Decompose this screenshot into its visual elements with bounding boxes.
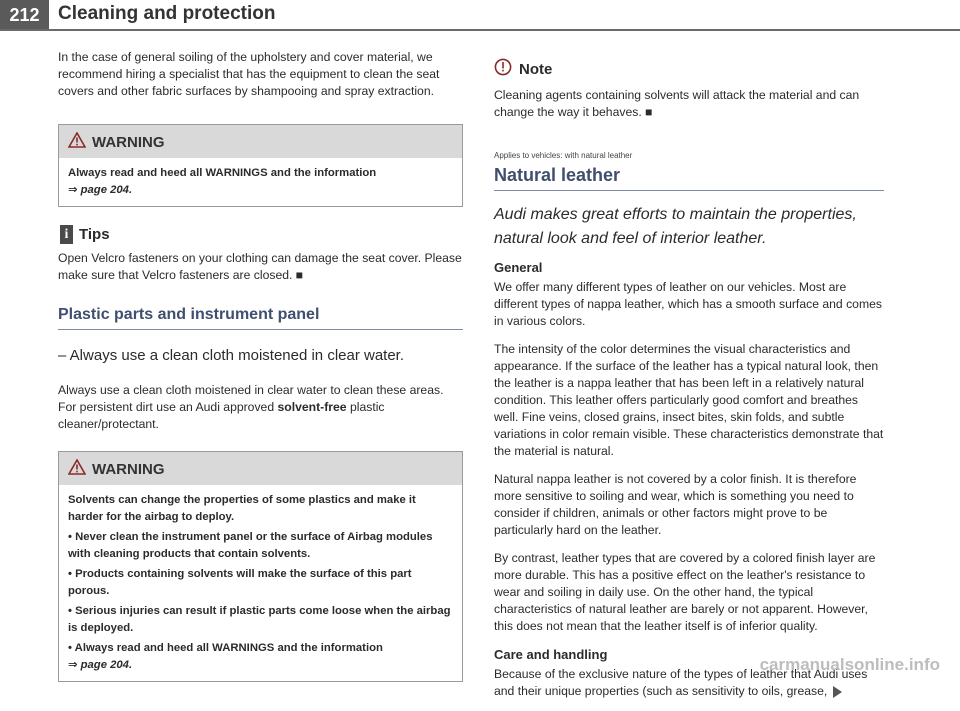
applies-to-label: Applies to vehicles: with natural leather [494,151,633,160]
warning-triangle-icon [68,459,86,479]
warning-box-1 [58,124,463,207]
tips-header [58,225,463,244]
warning-triangle-icon [68,132,86,152]
warning-intro: Solvents can change the properties of some plastics and make it harder for the airbag to deploy. [68,494,416,523]
plastic-paragraph [58,382,463,433]
plastic-paragraph-pre: Always use a clean cloth moistened in clear water to clean these areas. For persistent dirt use an Audi approved [58,383,444,414]
warning-header [59,452,462,485]
warning-box-2 [58,451,463,682]
warning-bullet: • Products containing solvents will make the surface of this part porous. [68,568,412,597]
left-column [58,49,463,700]
warning-text: Always read and heed all WARNINGS and the information [68,167,377,179]
warning-bullet: • Serious injuries can result if plastic parts come loose when the airbag is deployed. [68,605,451,634]
page-number: 212 [0,0,49,30]
page-title: Cleaning and protection [58,3,276,24]
continue-arrow-icon [833,686,842,698]
leather-intro: Audi makes great efforts to maintain the properties, natural look and feel of interior leather. [494,206,857,247]
header-rule [0,29,960,31]
note-title: Note [519,60,553,78]
solvent-free-emphasis: solvent-free [277,400,347,414]
right-column [494,58,884,711]
warning-body [59,485,462,681]
subheading-general: General [494,260,543,275]
warning-header [59,125,462,158]
leather-paragraph: We offer many different types of leather on our vehicles. Most are different types of nappa leather, which has a smooth surface and comes in various colors. [494,280,882,328]
watermark: carmanualsonline.info [759,655,940,674]
leather-paragraph: The intensity of the color determines the visual characteristics and appearance. If the surface of the leather has a typical natural look, then the leather is a nappa leather that has been left in a relatively natural condition. This leather offers particularly good comfort and breathes well. Fine veins, closed grains, insect bites, skin folds, and subtle variations in color remain visible. These characteristics demonstrate that the material is natural. [494,342,884,458]
section-heading-plastic: Plastic parts and instrument panel [58,306,463,330]
page-reference-link[interactable]: ⇒ page 204. [68,659,133,671]
info-icon: i [60,225,73,244]
instruction-step: – Always use a clean cloth moistened in clear water. [58,347,405,364]
note-text: Cleaning agents containing solvents will attack the material and can change the way it behaves. ■ [494,88,860,119]
subheading-care: Care and handling [494,647,608,662]
plastic-paragraph-post: plastic cleaner/protectant. [58,400,385,431]
warning-body [59,158,462,206]
section-heading-leather: Natural leather [494,167,884,191]
page-reference-link[interactable]: ⇒ page 204. [68,184,133,196]
note-circle-icon [494,58,512,80]
tips-title: Tips [79,226,110,243]
tips-text: Open Velcro fasteners on your clothing can damage the seat cover. Please make sure that Velcro fasteners are closed. ■ [58,251,462,282]
warning-title: WARNING [92,133,165,151]
intro-paragraph: In the case of general soiling of the upholstery and cover material, we recommend hiring a specialist that has the equipment to clean the seat covers and other fabric surfaces by shampooing and spray extraction. [58,50,440,98]
note-header [494,58,884,80]
warning-title: WARNING [92,460,165,478]
care-text: Because of the exclusive nature of the types of leather that Audi uses and their unique properties (such as sensitivity to oils, grease, [494,667,868,698]
leather-paragraph: By contrast, leather types that are covered by a colored finish layer are more durable. This has a positive effect on the leather's resistance to wear and soiling in daily use. On the other hand, the typical characteristics of natural leather are barely or not apparent. However, this does not mean that the leather itself is of inferior quality. [494,551,876,633]
leather-paragraph: Natural nappa leather is not covered by a color finish. It is therefore more sensitive to soiling and wear, which is something you need to consider if children, animals or other factors might prove to be particularly hard on the leather. [494,472,857,537]
warning-bullet: • Always read and heed all WARNINGS and the information [68,642,383,654]
warning-bullet: • Never clean the instrument panel or the surface of Airbag modules with cleaning products that contain solvents. [68,531,433,560]
